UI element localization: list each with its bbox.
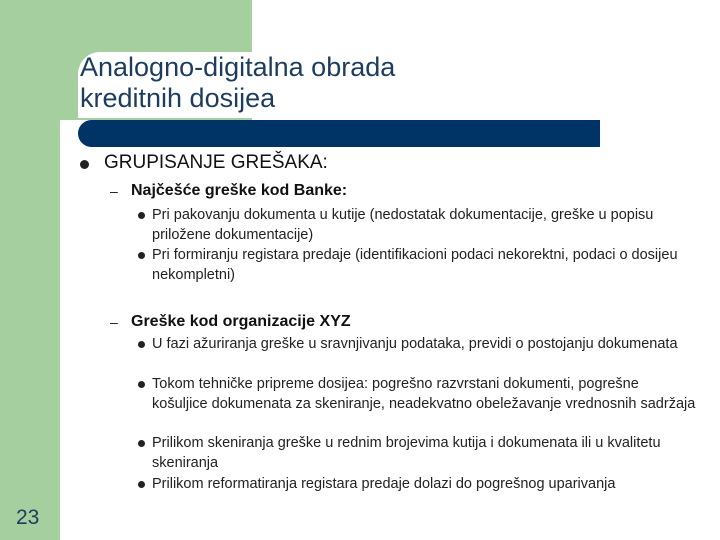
- bullet-dot-icon: [138, 481, 145, 488]
- group-heading-text: Najčešće greške kod Banke:: [131, 182, 348, 199]
- list-item: [138, 246, 698, 285]
- bullet-dot-icon: [138, 252, 145, 259]
- dash-icon: –: [110, 314, 118, 330]
- page-number: 23: [16, 506, 40, 529]
- list-item: [138, 375, 698, 414]
- list-item-text: Prilikom reformatiranja registara predaje dolazi do pogrešnog uparivanja: [152, 476, 616, 492]
- bullet-dot-icon: [138, 381, 145, 388]
- list-item-text: Prilikom skeniranja greške u rednim brojevima kutija i dokumenata ili u kvalitetu skeniranja: [152, 435, 661, 471]
- dash-icon: –: [110, 183, 118, 199]
- title-line-1: Analogno-digitalna obrada: [80, 52, 396, 82]
- bullet-dot-icon: [138, 440, 145, 447]
- title-line-2: kreditnih dosijea: [80, 83, 276, 113]
- list-item: [138, 434, 698, 473]
- main-bullet-text: GRUPISANJE GREŠAKA:: [104, 152, 328, 173]
- list-item: [138, 335, 698, 355]
- group-heading-text: Greške kod organizacije XYZ: [131, 313, 351, 330]
- list-item: [138, 475, 698, 495]
- bullet-dot-icon: [80, 160, 89, 169]
- title-underline-bar: [78, 120, 600, 147]
- list-item-text: Tokom tehničke pripreme dosijea: pogrešno razvrstani dokumenti, pogrešne košuljice dokumenata za skeniranje, neadekvatno obeležavanje vrednosnih sadržaja: [152, 376, 696, 412]
- list-item: [138, 206, 698, 245]
- list-item-text: Pri formiranju registara predaje (identifikacioni podaci nekorektni, podaci o dosijeu nekompletni): [152, 247, 678, 283]
- slide-title: [80, 52, 395, 114]
- bullet-dot-icon: [138, 212, 145, 219]
- bullet-dot-icon: [138, 341, 145, 348]
- list-item-text: U fazi ažuriranja greške u sravnjivanju podataka, previdi o postojanju dokumenata: [152, 336, 678, 352]
- list-item-text: Pri pakovanju dokumenta u kutije (nedostatak dokumentacije, greške u popisu priložene dokumentacije): [152, 207, 654, 243]
